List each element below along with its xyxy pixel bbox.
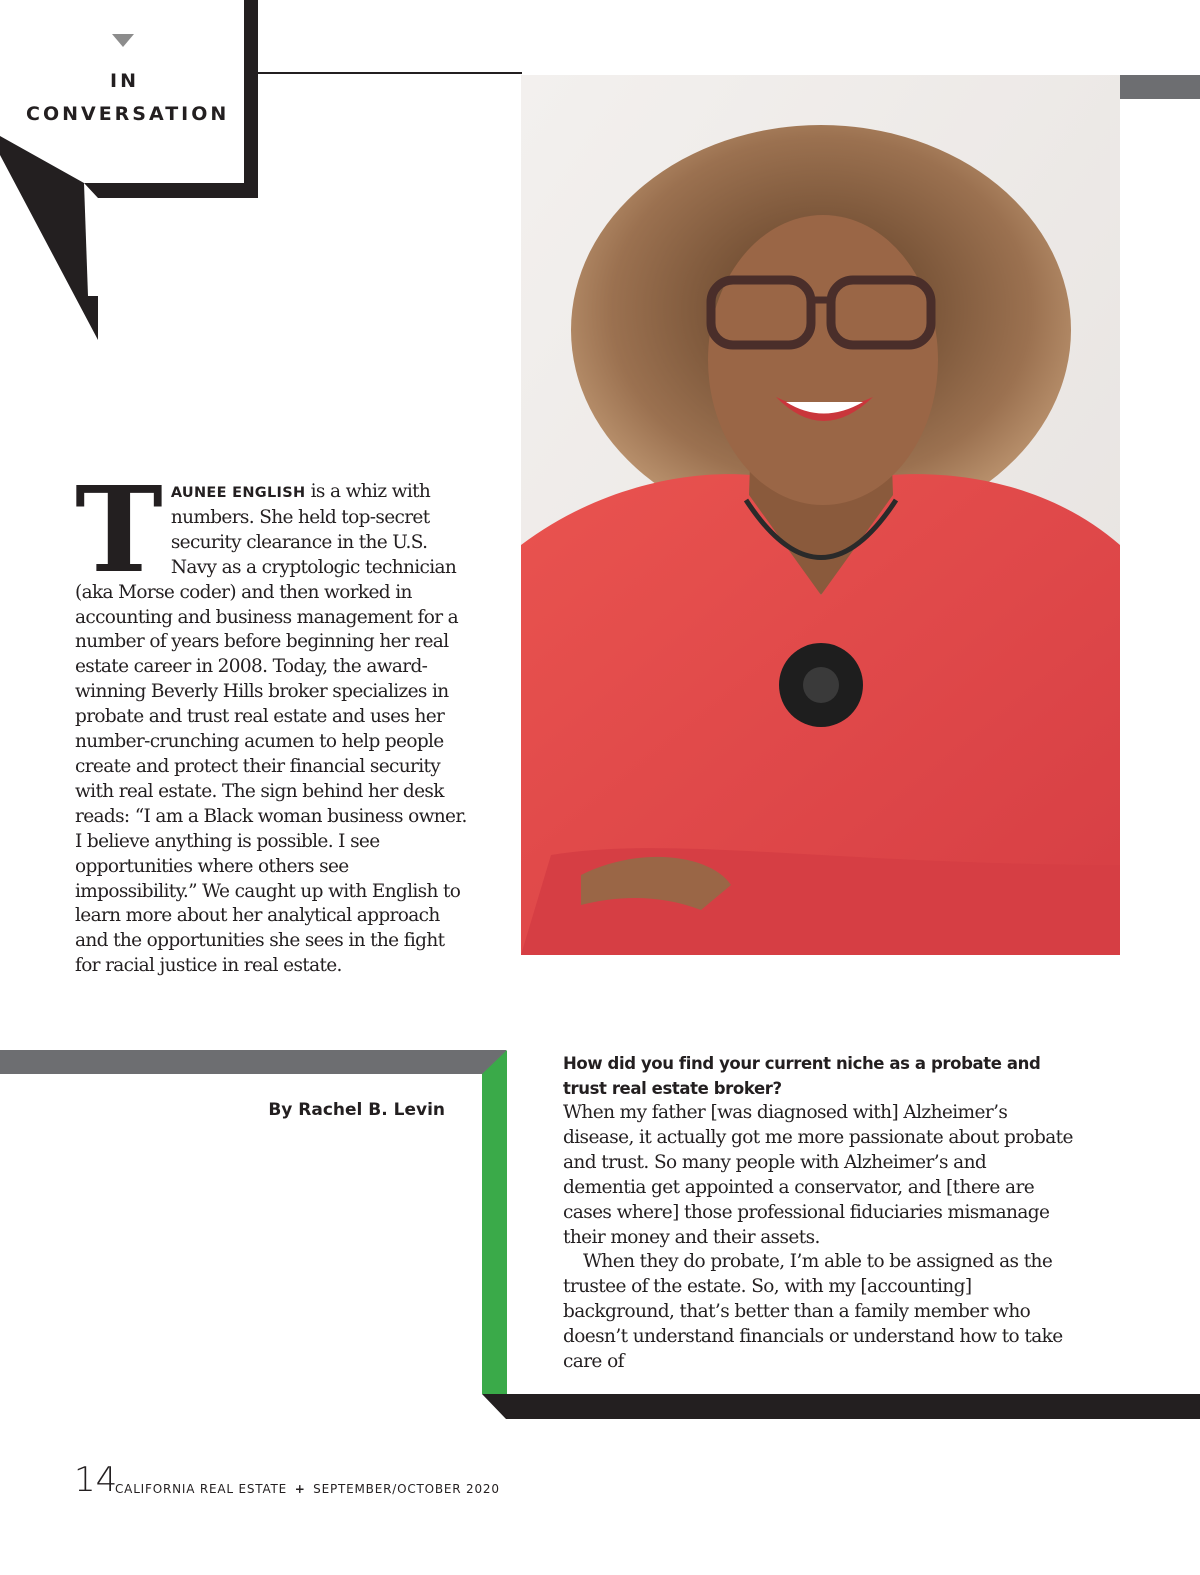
portrait-photo — [521, 75, 1120, 955]
gray-bar — [0, 1050, 506, 1074]
section-label-line2: CONVERSATION — [26, 103, 230, 125]
speech-bubble-frame — [0, 0, 262, 345]
green-accent-bar — [482, 1050, 507, 1394]
answer-paragraph: When my father [was diagnosed with] Alzheimer’s disease, it actually got me more passionate about probate and trust. So many people with Alzheimer’s and dementia get appointed a conservator, and [there are cases where] those professional fiduciaries mismanage their money and their assets. — [563, 1102, 1073, 1248]
intro-lead-name: AUNEE ENGLISH — [170, 485, 306, 501]
page-number: 14 — [74, 1460, 118, 1500]
top-rule — [258, 72, 522, 74]
black-bottom-bar — [482, 1392, 1200, 1419]
issue-date: SEPTEMBER/OCTOBER 2020 — [313, 1482, 500, 1496]
qa-block — [563, 1052, 1073, 1375]
byline: By Rachel B. Levin — [268, 1100, 445, 1120]
answer-paragraph: When they do probate, I’m able to be assigned as the trustee of the estate. So, with my [accounting] background, that’s better than a family member who doesn’t understand financials or understand how to take care of — [563, 1251, 1063, 1373]
publication-name: CALIFORNIA REAL ESTATE — [115, 1482, 288, 1496]
triangle-down-icon — [112, 34, 134, 47]
section-label-line1: IN — [110, 70, 139, 92]
gray-tab — [1120, 75, 1200, 99]
intro-block — [75, 460, 467, 979]
drop-cap: T — [75, 460, 163, 599]
plus-icon: + — [294, 1482, 306, 1496]
question: How did you find your current niche as a probate and trust real estate broker? — [563, 1054, 1041, 1098]
intro-body: is a whiz with numbers. She held top-secret security clearance in the U.S. Navy as a cryptologic technician (aka Morse coder) and then worked in accounting and business management for a number of years before beginning her real estate career in 2008. Today, the award-winning Beverly Hills broker specializes in probate and trust real estate and uses her number-crunching acumen to help people create and protect their financial security with real estate. The sign behind her desk reads: “I am a Black woman business owner. I believe anything is possible. I see opportunities where others see impossibility.” We caught up with English to learn more about her analytical approach and the opportunities she sees in the fight for racial justice in real estate. — [75, 481, 467, 977]
footer-folio — [115, 1482, 500, 1496]
